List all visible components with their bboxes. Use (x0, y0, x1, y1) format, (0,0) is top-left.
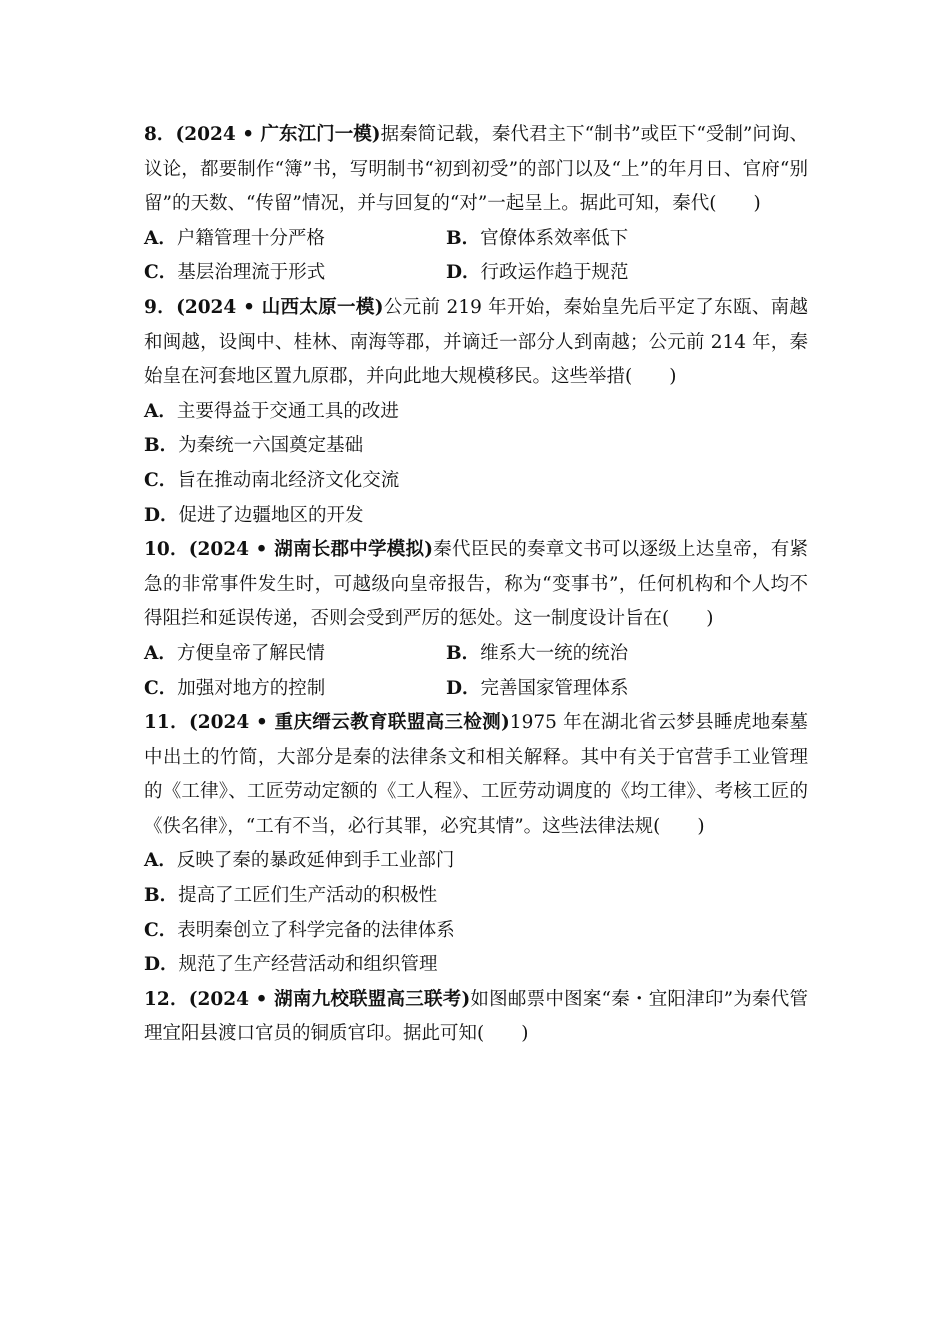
option-c[interactable] (144, 464, 808, 499)
option-letter: A． (144, 850, 177, 872)
option-letter: A． (144, 227, 177, 249)
option-letter: C． (144, 469, 178, 491)
option-text: 促进了边疆地区的开发 (178, 504, 364, 526)
option-row (144, 222, 808, 257)
question-10 (144, 533, 808, 637)
option-a[interactable] (144, 222, 446, 257)
option-b[interactable] (446, 222, 748, 257)
question-page (144, 118, 808, 1052)
question-11 (144, 706, 808, 844)
option-letter: B． (144, 435, 179, 457)
question-source: (2024 • 湖南九校联盟高三联考) (188, 988, 471, 1010)
option-text: 行政运作趋于规范 (480, 262, 629, 284)
question-source: (2024 • 山西太原一模) (176, 296, 384, 318)
option-letter: C． (144, 262, 178, 284)
option-letter: D． (144, 954, 179, 976)
option-text: 为秦统一六国奠定基础 (178, 435, 364, 457)
option-letter: C． (144, 919, 178, 941)
question-stem: 1975 年在湖北省云梦县睡虎地秦墓中出土的竹简，大部分是秦的法律条文和相关解释。其中有关于官营手工业管理的《工律》、工匠劳动定额的《工人程》、工匠劳动调度的《均工律》、考核工匠的《佚名律》，“工有不当，必行其罪，必究其情”。这些法律法规( ) (144, 712, 809, 837)
question-number: 12． (144, 988, 189, 1010)
option-letter: D． (446, 677, 481, 699)
option-letter: D． (446, 262, 481, 284)
option-text: 方便皇帝了解民情 (176, 642, 325, 664)
option-text: 户籍管理十分严格 (176, 227, 325, 249)
option-text: 完善国家管理体系 (480, 677, 629, 699)
option-b[interactable] (144, 429, 808, 464)
question-stem: 据秦简记载，秦代君主下“制书”或臣下“受制”问询、议论，都要制作“簿”书，写明制书“初到初受”的部门以及“上”的年月日、官府“别留”的天数、“传留”情况，并与回复的“对”一起呈上。据此可知，秦代( ) (144, 124, 809, 215)
option-letter: B． (144, 885, 179, 907)
question-12 (144, 983, 808, 1052)
option-b[interactable] (446, 637, 748, 672)
option-c[interactable] (144, 914, 808, 949)
option-text: 旨在推动南北经济文化交流 (177, 469, 400, 491)
question-number: 10． (144, 539, 189, 561)
option-text: 主要得益于交通工具的改进 (176, 400, 399, 422)
option-d[interactable] (144, 948, 808, 983)
option-d[interactable] (446, 256, 748, 291)
option-letter: C． (144, 677, 178, 699)
option-text: 提高了工匠们生产活动的积极性 (178, 885, 438, 907)
question-8 (144, 118, 808, 222)
option-a[interactable] (144, 395, 808, 430)
option-row (144, 637, 808, 672)
option-a[interactable] (144, 844, 808, 879)
option-row (144, 256, 808, 291)
option-text: 反映了秦的暴政延伸到手工业部门 (176, 850, 455, 872)
option-c[interactable] (144, 672, 446, 707)
option-text: 官僚体系效率低下 (480, 227, 629, 249)
question-stem: 公元前 219 年开始，秦始皇先后平定了东瓯、南越和闽越，设闽中、桂林、南海等郡，并谪迁一部分人到南越；公元前 214 年，秦始皇在河套地区置九原郡，并向此地大规模移民。这些举措( ) (144, 296, 809, 388)
option-d[interactable] (446, 672, 748, 707)
question-source: (2024 • 重庆缙云教育联盟高三检测) (188, 712, 510, 734)
question-source: (2024 • 广东江门一模) (175, 124, 381, 145)
question-stem: 如图邮票中图案“秦・宜阳津印”为秦代管理宜阳县渡口官员的铜质官印。据此可知( ) (144, 988, 809, 1045)
question-number: 11． (144, 712, 189, 734)
option-text: 维系大一统的统治 (480, 642, 629, 664)
option-text: 基层治理流于形式 (177, 262, 326, 284)
option-a[interactable] (144, 637, 446, 672)
question-9 (144, 291, 808, 395)
question-number: 9． (144, 296, 177, 318)
option-letter: D． (144, 504, 179, 526)
option-c[interactable] (144, 256, 446, 291)
option-text: 规范了生产经营活动和组织管理 (178, 954, 438, 976)
option-text: 表明秦创立了科学完备的法律体系 (177, 919, 455, 941)
option-text: 加强对地方的控制 (177, 677, 326, 699)
option-letter: A． (144, 642, 177, 664)
option-b[interactable] (144, 879, 808, 914)
option-row (144, 672, 808, 707)
question-number: 8． (144, 124, 176, 145)
question-stem: 秦代臣民的奏章文书可以逐级上达皇帝，有紧急的非常事件发生时，可越级向皇帝报告，称为“变事书”，任何机构和个人均不得阻拦和延误传递，否则会受到严厉的惩处。这一制度设计旨在( ) (144, 539, 808, 630)
option-d[interactable] (144, 499, 808, 534)
option-letter: A． (144, 400, 177, 422)
option-letter: B． (446, 642, 481, 664)
option-letter: B． (446, 227, 481, 249)
question-source: (2024 • 湖南长郡中学模拟) (188, 539, 433, 561)
